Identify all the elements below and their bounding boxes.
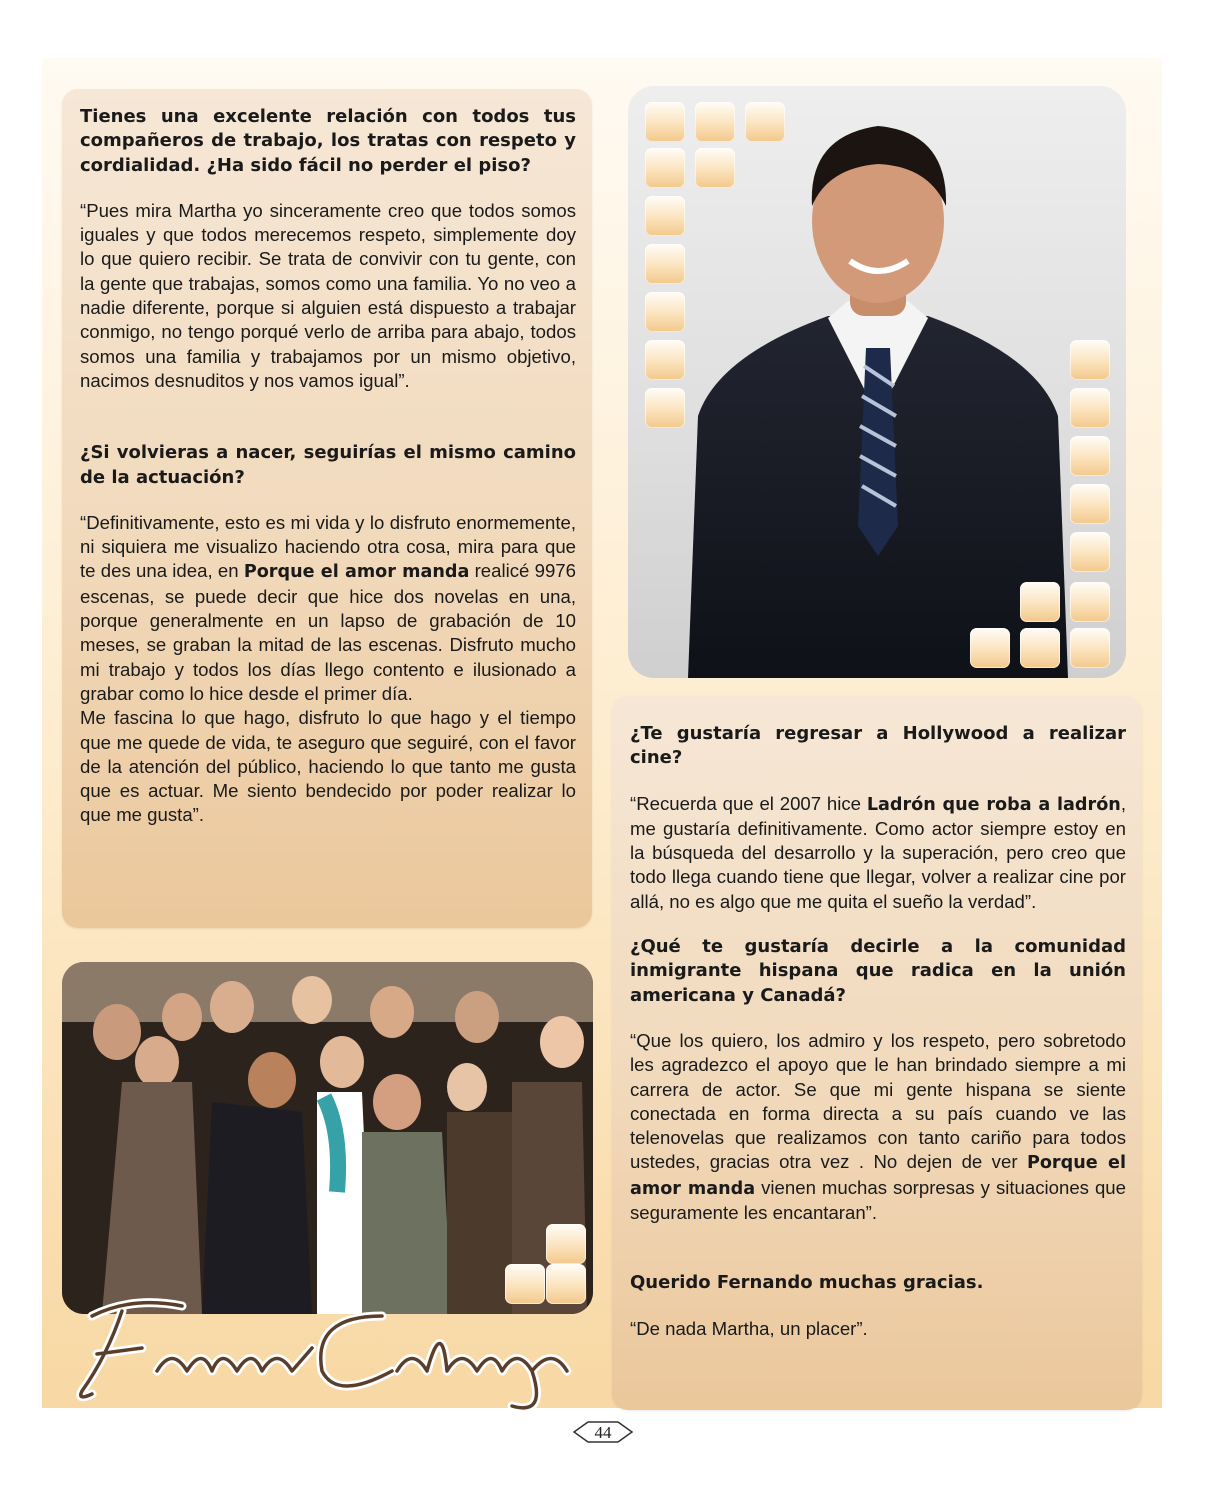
- decor-tile: [970, 628, 1010, 668]
- decor-tile: [1070, 340, 1110, 380]
- decor-tile: [1070, 582, 1110, 622]
- page-number: 44: [594, 1423, 612, 1442]
- decor-tile: [546, 1224, 586, 1264]
- decor-tile: [645, 292, 685, 332]
- signature-fernando-colunga: [62, 1276, 582, 1418]
- decor-tile: [745, 102, 785, 142]
- closing-answer: “De nada Martha, un placer”.: [630, 1317, 868, 1339]
- group-photo: [62, 962, 593, 1314]
- decor-tile: [1070, 532, 1110, 572]
- decor-tile: [1070, 388, 1110, 428]
- decor-tile: [645, 340, 685, 380]
- answer-2-text-b: realicé 9976 escenas, se puede decir que hice dos novelas en una, porque generalmente en un lapso de grabación de 10 meses, se graban la mitad de las escenas. Disfruto mucho mi trabajo y todos los días llego contento e ilusionado a grabar como lo hice desde el primer día.: [80, 560, 576, 704]
- answer-2-continued: Me fascina lo que hago, disfruto lo que hago y el tiempo que me quede de vida, te aseguro que seguiré, con el favor de la atención del público, haciendo lo que tanto me gusta que es actuar. Me siento bendecido por poder realizar lo que me gusta”.: [80, 707, 576, 826]
- decor-tile: [1020, 628, 1060, 668]
- decor-tile: [645, 148, 685, 188]
- answer-3-text-a: “Recuerda que el 2007 hice: [630, 792, 867, 814]
- decor-tile: [1020, 582, 1060, 622]
- right-column: [630, 722, 1126, 1341]
- left-column: [80, 105, 576, 828]
- answer-1: “Pues mira Martha yo sinceramente creo que todos somos iguales y que todos merecemos respeto, simplemente doy lo que quiero recibir. Se trata de convivir con tu gente, con la gente que trabajas, somos como una familia. Yo no veo a nadie diferente, porque si alguien está dispuesto a trabajar conmigo, no tengo porqué verlo de arriba para abajo, todos somos una familia y trabajamos por un mismo objetivo, nacimos desnuditos y nos vamos igual”.: [80, 199, 576, 391]
- answer-2-text-a: “Definitivamente, esto es mi vida y lo disfruto enormemente, ni siquiera me visualizo haciendo otra cosa, mira para que te des una idea, en: [80, 511, 576, 582]
- question-3: ¿Te gustaría regresar a Hollywood a realizar cine?: [630, 723, 1126, 769]
- answer-2: [80, 511, 576, 706]
- decor-tile: [645, 196, 685, 236]
- decor-tile: [695, 102, 735, 142]
- decor-tile: [645, 102, 685, 142]
- answer-4-text-a: “Que los quiero, los admiro y los respeto, pero sobretodo les agradezco el apoyo que le han brindado siempre a mi carrera de actor. Se que mi gente hispana se siente conectada en forma directa a su país cuando ve las telenovelas que realizamos con tanto cariño para todos ustedes, gracias otra vez . No dejen de ver: [630, 1029, 1126, 1173]
- question-1: Tienes una excelente relación con todos tus compañeros de trabajo, los tratas con respeto y cordialidad. ¿Ha sido fácil no perder el piso?: [80, 106, 576, 176]
- answer-3: [630, 792, 1126, 914]
- decor-tile: [1070, 436, 1110, 476]
- decor-tile: [1070, 628, 1110, 668]
- decor-tile: [645, 388, 685, 428]
- answer-2-title: Porque el amor manda: [243, 562, 470, 583]
- answer-3-text-b: , me gustaría definitivamente. Como actor siempre estoy en la búsqueda del desarrollo y la superación, pero creo que todo llega cuando tiene que llegar, volver a realizar cine por allá, no es algo que me quita el sueño la verdad”.: [630, 792, 1126, 912]
- answer-4: [630, 1029, 1126, 1225]
- decor-tile: [1070, 484, 1110, 524]
- page-number-badge: [570, 1419, 636, 1445]
- question-4: ¿Qué te gustaría decirle a la comunidad inmigrante hispana que radica en la unión americana y Canadá?: [630, 936, 1126, 1006]
- decor-tile: [645, 244, 685, 284]
- decor-tile: [695, 148, 735, 188]
- question-2: ¿Si volvieras a nacer, seguirías el mismo camino de la actuación?: [80, 442, 576, 488]
- group-illustration: [62, 962, 593, 1314]
- answer-4-title: Porque el amor manda: [630, 1153, 1126, 1199]
- answer-4-text-b: vienen muchas sorpresas y situaciones que seguramente les encantaran”.: [630, 1176, 1126, 1224]
- closing-question: Querido Fernando muchas gracias.: [630, 1272, 984, 1294]
- answer-3-title: Ladrón que roba a ladrón: [866, 794, 1121, 815]
